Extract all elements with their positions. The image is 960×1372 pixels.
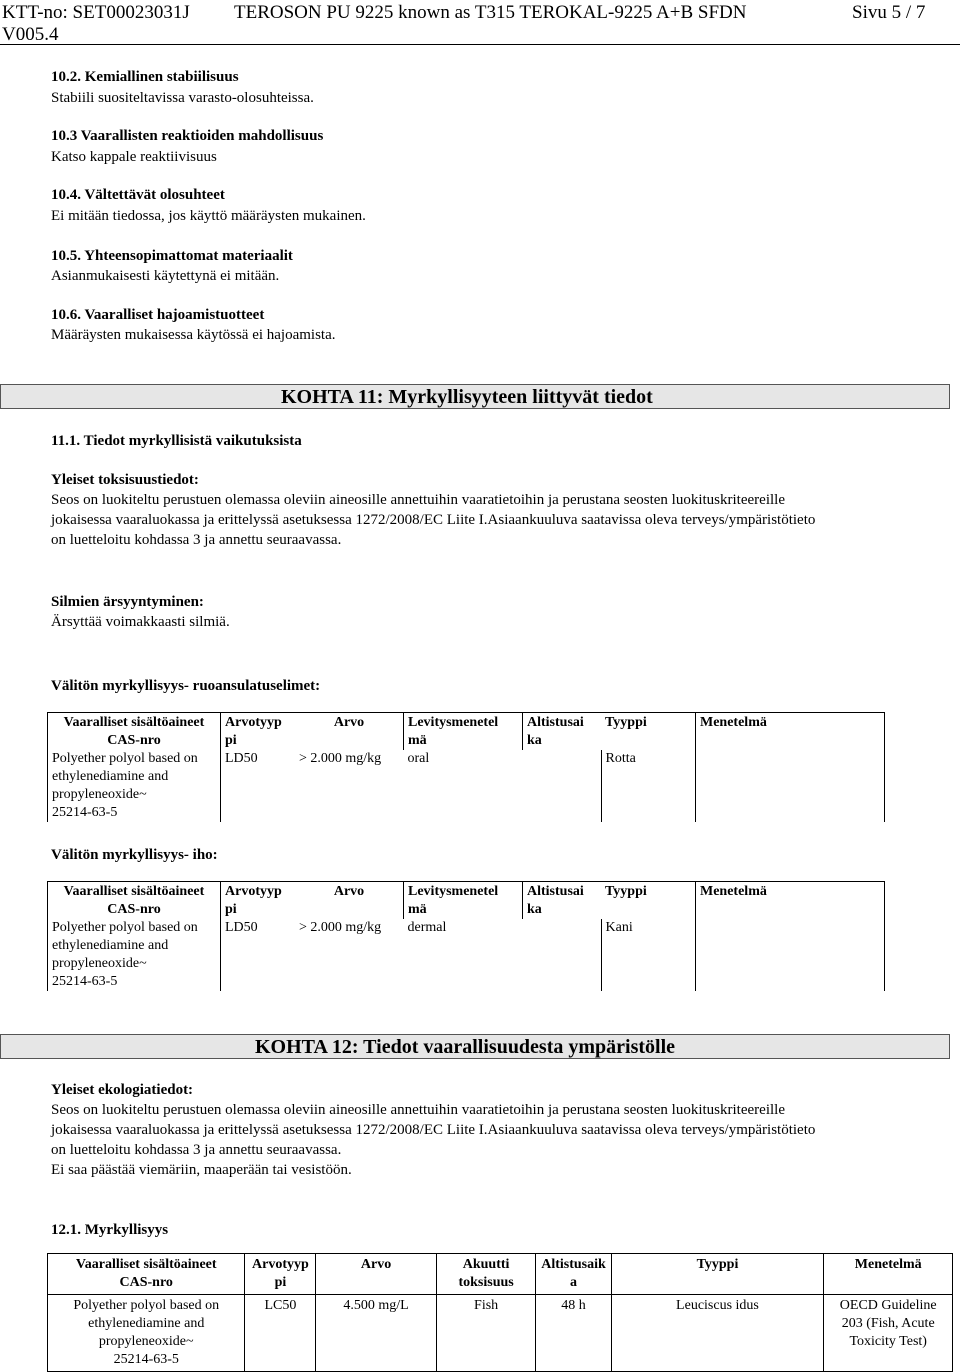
col-method: Menetelmä (824, 1254, 953, 1295)
cell-method: OECD Guideline 203 (Fish, Acute Toxicity Test) (824, 1295, 953, 1372)
col-method: Menetelmä (696, 713, 885, 751)
general-eco-line-1: Seos on luokiteltu perustuen olemassa oleviin aineosille annettuihin vaaratietoihin ja perustana seosten luokituskriteereille (51, 1102, 785, 1118)
general-eco-label: Yleiset ekologiatiedot: (51, 1082, 194, 1098)
s10-heading-3: 10.3 Vaarallisten reaktioiden mahdollisuus (51, 128, 324, 144)
cell-species: Rotta (601, 750, 696, 822)
col-substance: Vaaralliset sisältöaineet CAS-nro (48, 1254, 245, 1295)
cell-substance: Polyether polyol based on ethylenediamine and propyleneoxide~ 25214-63-5 (48, 919, 221, 991)
eye-irritation-text: Ärsyttää voimakkaasti silmiä. (51, 614, 230, 630)
col-exposure-time: Altistusaik a (536, 1254, 611, 1295)
cell-value-type: LD50 (221, 750, 296, 822)
s11-sub-heading: 11.1. Tiedot myrkyllisistä vaikutuksista (51, 433, 302, 449)
col-value-type: Arvotyyp pi (221, 713, 296, 751)
cell-route: dermal (407, 920, 447, 935)
cell-value-type: LD50 (221, 919, 296, 991)
col-substance: Vaaralliset sisältöaineet CAS-nro (48, 882, 221, 920)
col-route: Levitysmenetel mä (404, 882, 523, 920)
col-value: Arvo (295, 713, 404, 751)
cell-value: > 2.000 mg/kg (299, 920, 382, 935)
general-eco-line-4: Ei saa päästää viemäriin, maaperään tai vesistöön. (51, 1162, 352, 1178)
col-species: Tyyppi (601, 713, 696, 751)
table-row (48, 750, 885, 822)
general-tox-label: Yleiset toksisuustiedot: (51, 472, 199, 488)
s10-text-2: Stabiili suositeltavissa varasto-olosuhteissa. (51, 90, 314, 106)
col-species: Tyyppi (611, 1254, 824, 1295)
s10-text-6: Määräysten mukaisessa käytössä ei hajoamista. (51, 327, 336, 343)
col-value-type: Arvotyyp pi (245, 1254, 316, 1295)
general-tox-line-2: jokaisessa vaaraluokassa ja erittelyssä asetuksessa 1272/2008/EC Liite I.Asiaankuuluva saatavissa oleva terveys/ympäristötieto (51, 512, 816, 528)
col-value: Arvo (295, 882, 404, 920)
cell-route: oral (407, 751, 430, 766)
cell-value: 4.500 mg/L (316, 1295, 436, 1372)
s12-sub-heading: 12.1. Myrkyllisyys (51, 1222, 169, 1238)
eye-irritation-label: Silmien ärsyyntyminen: (51, 594, 204, 610)
col-species: Tyyppi (601, 882, 696, 920)
header-divider (0, 44, 960, 45)
cell-exposure-time (523, 750, 602, 822)
general-tox-line-1: Seos on luokiteltu perustuen olemassa oleviin aineosille annettuihin vaaratietoihin ja perustana seosten luokituskriteereille (51, 492, 785, 508)
col-exposure-time: Altistusai ka (523, 713, 602, 751)
s10-heading-6: 10.6. Vaaralliset hajoamistuotteet (51, 307, 265, 323)
cell-exposure-time: 48 h (536, 1295, 611, 1372)
doc-id: KTT-no: SET00023031J (2, 2, 190, 23)
section-11-title: KOHTA 11: Myrkyllisyyteen liittyvät tiedot (281, 386, 653, 408)
cell-substance: Polyether polyol based on ethylenediamine and propyleneoxide~ 25214-63-5 (48, 750, 221, 822)
cell-substance: Polyether polyol based on ethylenediamine and propyleneoxide~ 25214-63-5 (48, 1295, 245, 1372)
table-header-row (48, 1254, 953, 1295)
skin-tox-table (47, 881, 885, 991)
document-header (0, 0, 960, 46)
doc-version: V005.4 (2, 24, 59, 45)
general-eco-line-3: on luetteloitu kohdassa 3 ja annettu seuraavassa. (51, 1142, 342, 1158)
s10-text-5: Asianmukaisesti käytettynä ei mitään. (51, 268, 280, 284)
product-name: TEROSON PU 9225 known as T315 TEROKAL-9225 A+B SFDN (234, 2, 747, 23)
col-substance: Vaaralliset sisältöaineet CAS-nro (48, 713, 221, 751)
s10-text-3: Katso kappale reaktiivisuus (51, 149, 217, 165)
table-row (48, 919, 885, 991)
skin-tox-label: Välitön myrkyllisyys- iho: (51, 847, 218, 863)
oral-tox-label: Välitön myrkyllisyys- ruoansulatuselimet: (51, 678, 321, 694)
table-row (48, 1295, 953, 1372)
cell-value: > 2.000 mg/kg (299, 751, 382, 766)
cell-species: Leuciscus idus (611, 1295, 824, 1372)
cell-exposure-time (523, 919, 602, 991)
s10-heading-5: 10.5. Yhteensopimattomat materiaalit (51, 248, 293, 264)
cell-method (696, 750, 885, 822)
general-eco-line-2: jokaisessa vaaraluokassa ja erittelyssä asetuksessa 1272/2008/EC Liite I.Asiaankuuluva saatavissa oleva terveys/ympäristötieto (51, 1122, 816, 1138)
ecotox-table (47, 1253, 953, 1372)
col-value: Arvo (316, 1254, 436, 1295)
s10-heading-2: 10.2. Kemiallinen stabiilisuus (51, 69, 239, 85)
s10-text-4: Ei mitään tiedossa, jos käyttö määräysten mukainen. (51, 208, 366, 224)
cell-value-type: LC50 (245, 1295, 316, 1372)
section-12-title: KOHTA 12: Tiedot vaarallisuudesta ympäristölle (255, 1036, 676, 1058)
col-method: Menetelmä (696, 882, 885, 920)
cell-acute-toxicity: Fish (436, 1295, 536, 1372)
general-tox-line-3: on luetteloitu kohdassa 3 ja annettu seuraavassa. (51, 532, 342, 548)
s10-heading-4: 10.4. Vältettävät olosuhteet (51, 187, 225, 203)
col-route: Levitysmenetel mä (404, 713, 523, 751)
page-number: Sivu 5 / 7 (852, 2, 926, 23)
col-exposure-time: Altistusai ka (523, 882, 602, 920)
col-value-type: Arvotyyp pi (221, 882, 296, 920)
oral-tox-table (47, 712, 885, 822)
cell-species: Kani (601, 919, 696, 991)
table-header-row (48, 713, 885, 751)
col-acute-toxicity: Akuutti toksisuus (436, 1254, 536, 1295)
table-header-row (48, 882, 885, 920)
cell-method (696, 919, 885, 991)
